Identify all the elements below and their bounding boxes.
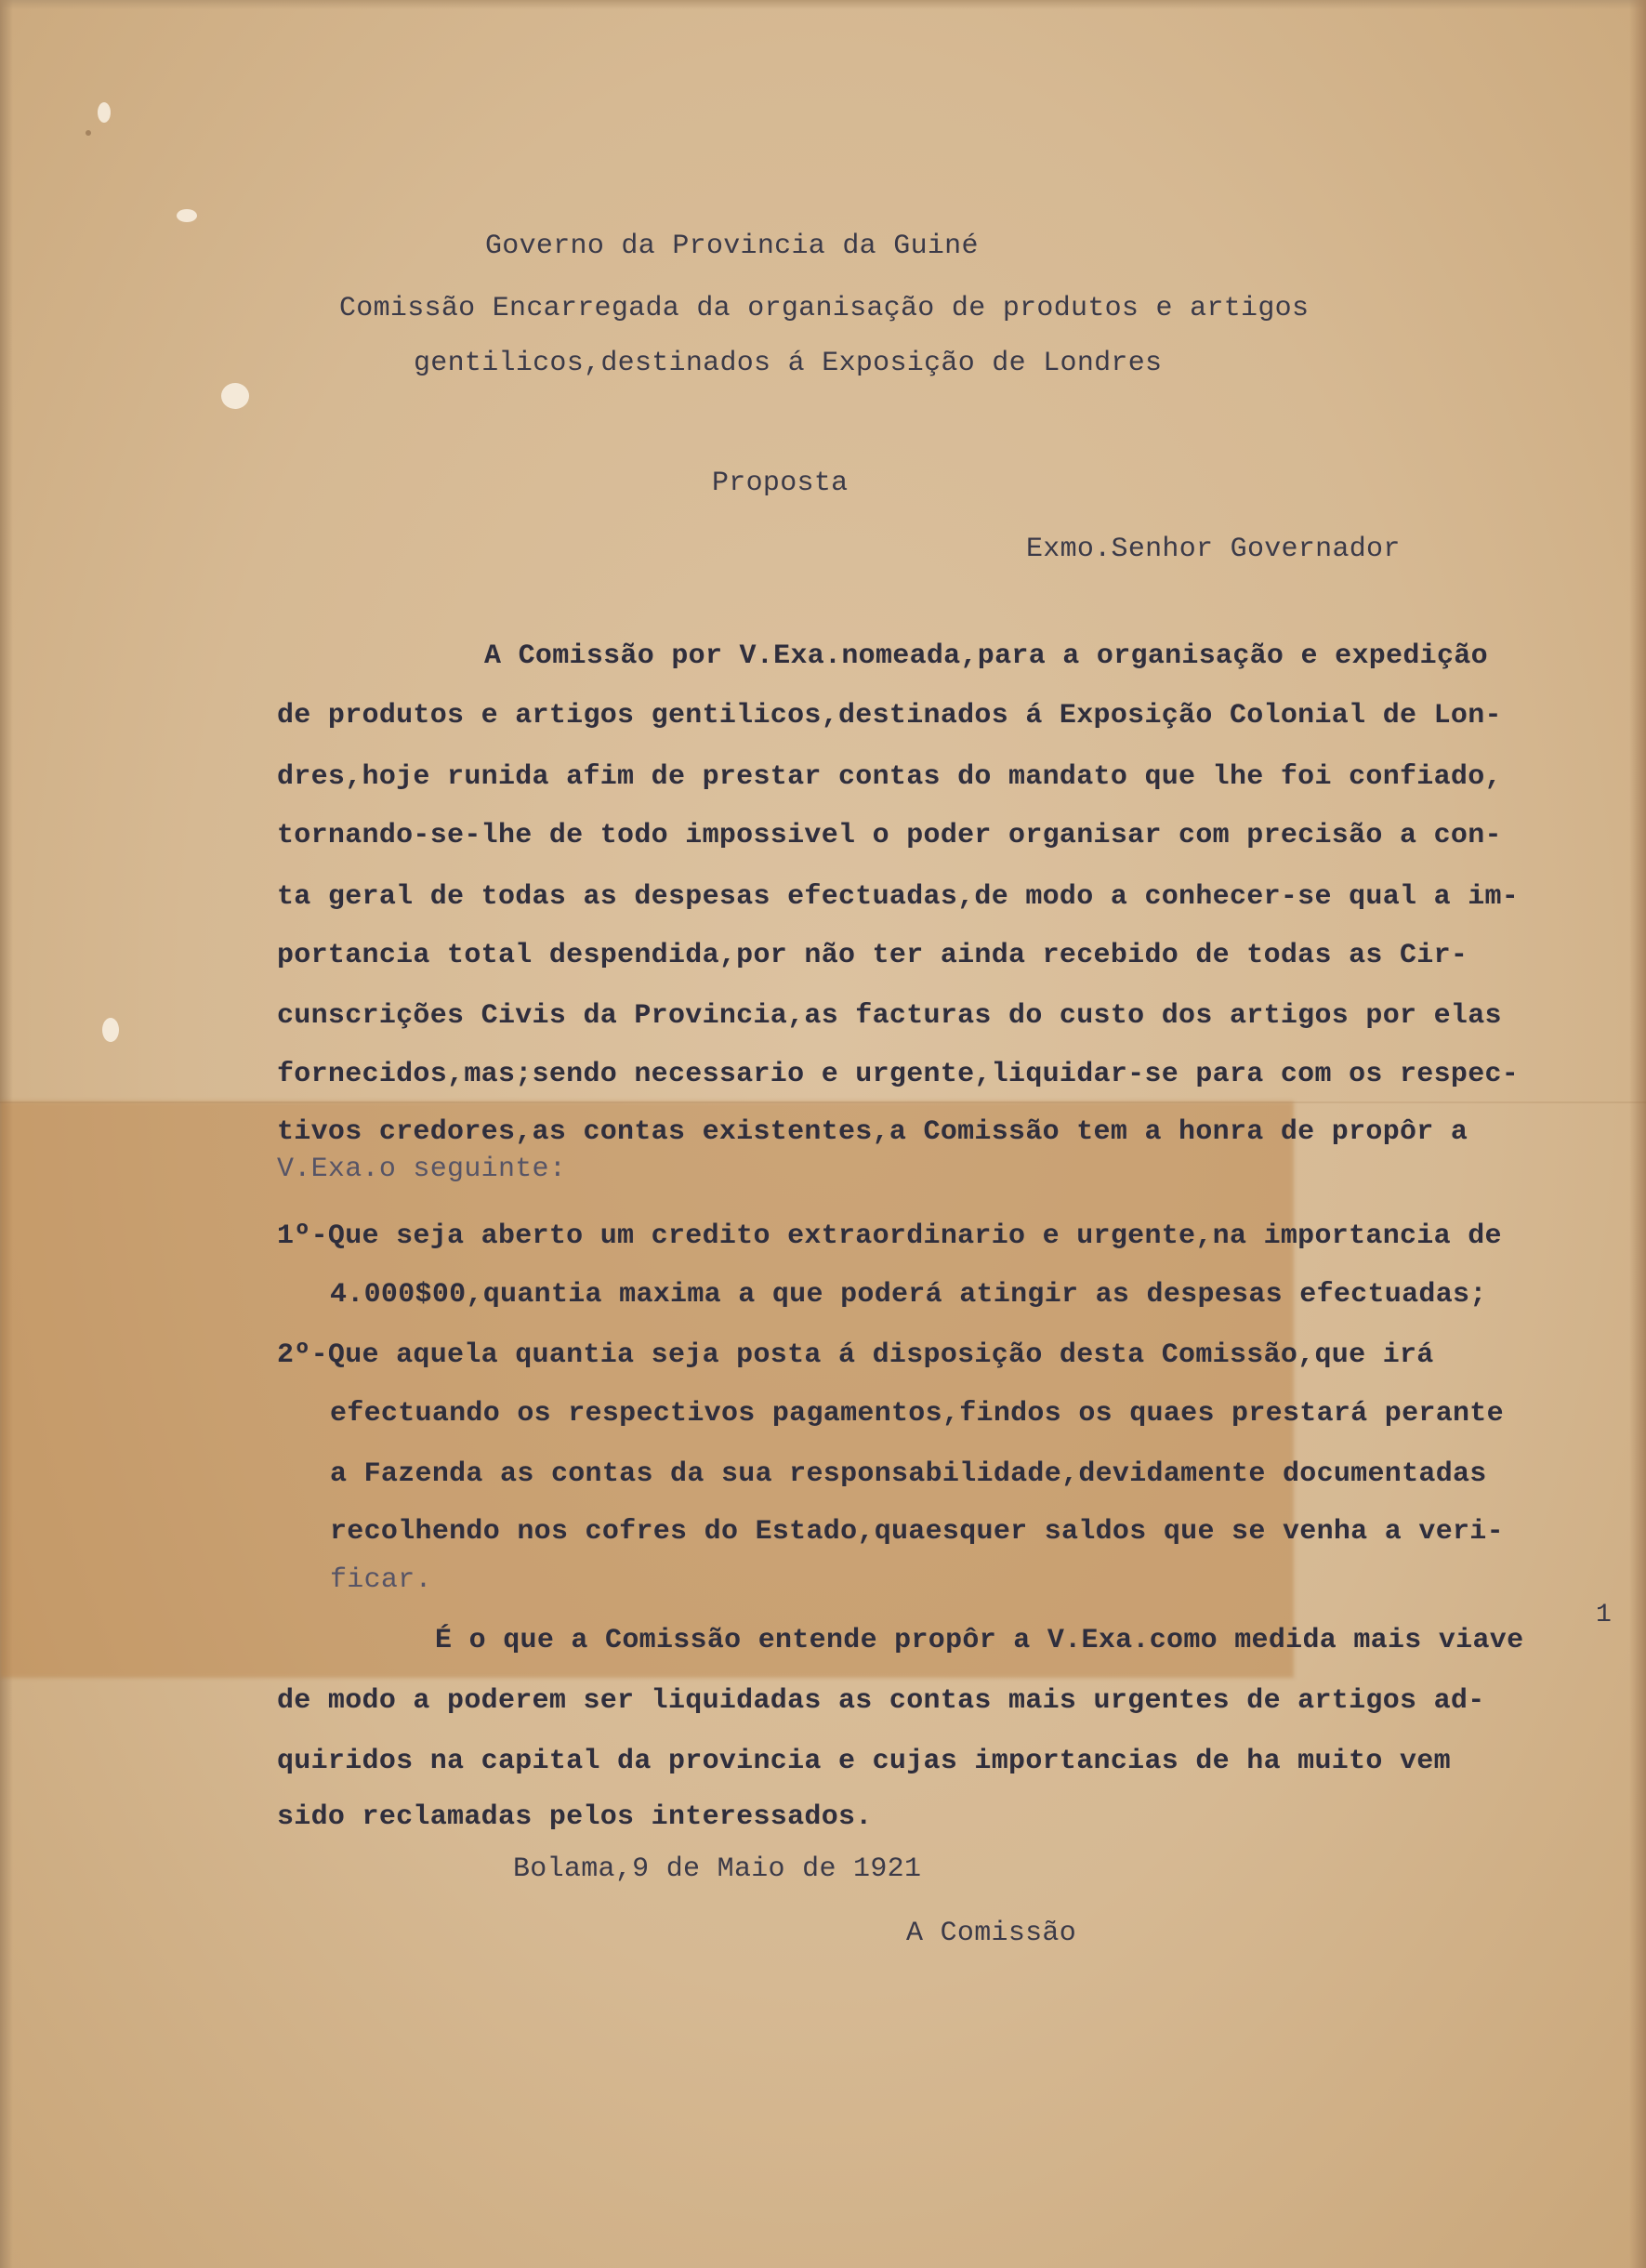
body-line: de produtos e artigos gentilicos,destinados á Exposição Colonial de Lon- — [277, 700, 1502, 732]
item-line: 1º-Que seja aberto um credito extraordinario e urgente,na importancia de — [277, 1220, 1502, 1252]
header-line-2: Comissão Encarregada da organisação de produtos e artigos — [339, 293, 1310, 324]
paper-fold — [0, 1101, 1646, 1103]
paper-damage-spot — [102, 1018, 119, 1042]
body-line: cunscrições Civis da Provincia,as facturas do custo dos artigos por elas — [277, 1000, 1502, 1032]
page-number: 1 — [1596, 1601, 1612, 1629]
item-line: a Fazenda as contas da sua responsabilidade,devidamente documentadas — [330, 1458, 1487, 1490]
body-line: portancia total despendida,por não ter ainda recebido de todas as Cir- — [277, 940, 1468, 971]
signature: A Comissão — [906, 1918, 1077, 1949]
paper-mark — [86, 130, 91, 136]
salutation: Exmo.Senhor Governador — [1026, 534, 1401, 565]
body-line: tivos credores,as contas existentes,a Comissão tem a honra de propôr a — [277, 1116, 1468, 1148]
closing-line: sido reclamadas pelos interessados. — [277, 1801, 873, 1833]
paper-edge-top — [0, 0, 1646, 9]
paper-damage-spot — [221, 383, 249, 409]
header-line-3: gentilicos,destinados á Exposição de Londres — [414, 348, 1163, 379]
document-title: Proposta — [712, 468, 849, 499]
paper-edge-right — [1629, 0, 1646, 2268]
item-line: ficar. — [330, 1564, 432, 1596]
paper-damage-spot — [177, 209, 197, 222]
item-line: efectuando os respectivos pagamentos,findos os quaes prestará perante — [330, 1398, 1504, 1430]
header-line-1: Governo da Provincia da Guiné — [485, 231, 979, 262]
body-line: tornando-se-lhe de todo impossivel o poder organisar com precisão a con- — [277, 820, 1502, 851]
place-date: Bolama,9 de Maio de 1921 — [513, 1853, 922, 1885]
body-line: fornecidos,mas;sendo necessario e urgente,liquidar-se para com os respec- — [277, 1059, 1520, 1090]
closing-line: É o que a Comissão entende propôr a V.Exa.como medida mais viave — [435, 1625, 1524, 1656]
water-stain — [0, 1101, 1294, 1678]
closing-line: quiridos na capital da provincia e cujas importancias de ha muito vem — [277, 1746, 1451, 1777]
body-line: dres,hoje runida afim de prestar contas do mandato que lhe foi confiado, — [277, 761, 1502, 793]
body-line: A Comissão por V.Exa.nomeada,para a organisação e expedição — [484, 640, 1488, 672]
item-line: 4.000$00,quantia maxima a que poderá atingir as despesas efectuadas; — [330, 1279, 1487, 1311]
body-line: ta geral de todas as despesas efectuadas,de modo a conhecer-se qual a im- — [277, 881, 1520, 913]
closing-line: de modo a poderem ser liquidadas as contas mais urgentes de artigos ad- — [277, 1685, 1485, 1717]
body-line: V.Exa.o seguinte: — [277, 1154, 567, 1185]
paper-damage-spot — [98, 102, 111, 123]
item-line: 2º-Que aquela quantia seja posta á disposição desta Comissão,que irá — [277, 1339, 1434, 1371]
item-line: recolhendo nos cofres do Estado,quaesquer saldos que se venha a veri- — [330, 1516, 1504, 1548]
